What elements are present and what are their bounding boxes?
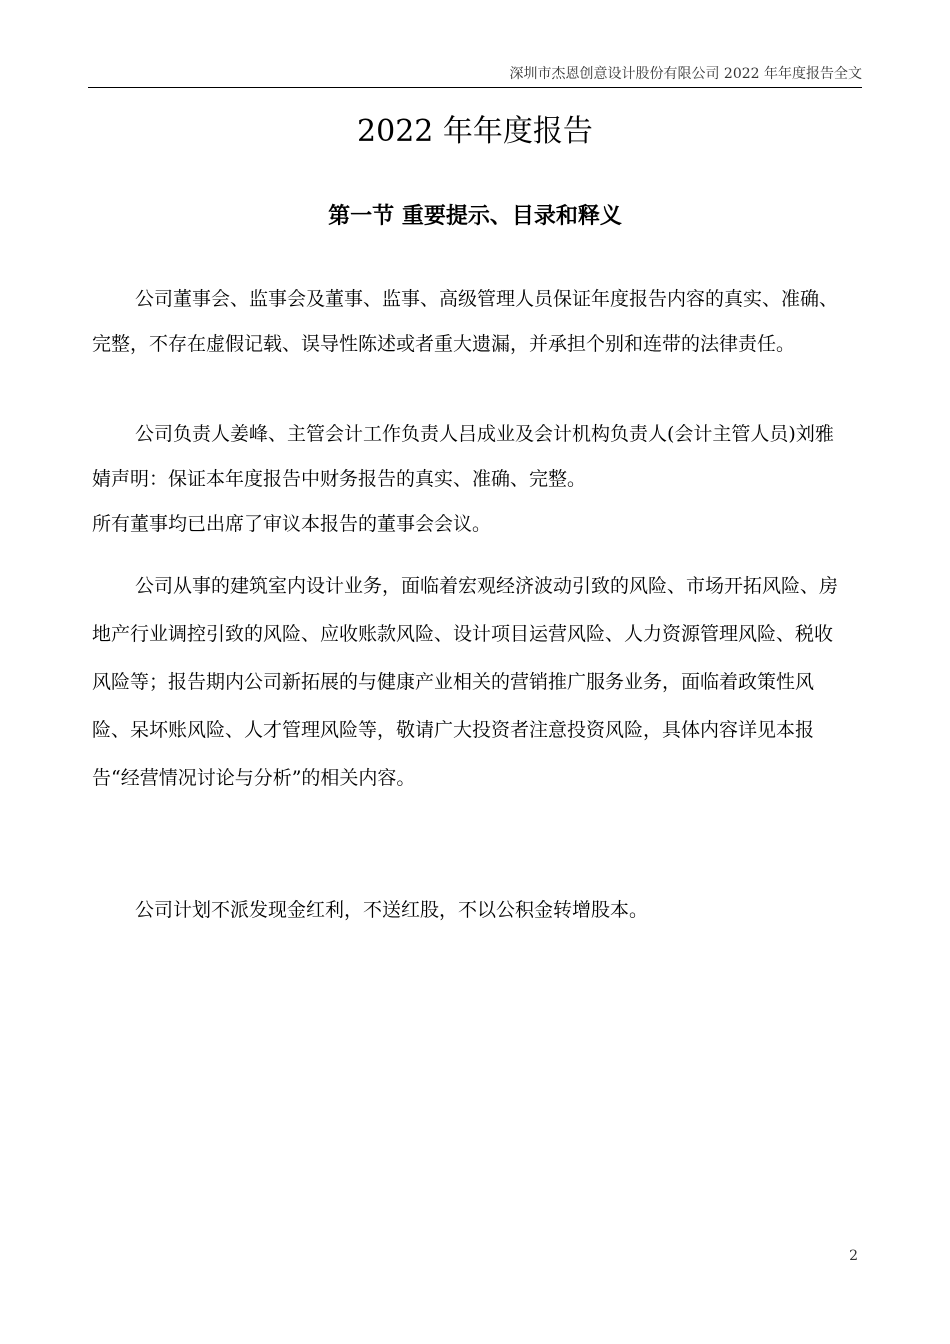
paragraph-responsibility-statement: 公司董事会、监事会及董事、监事、高级管理人员保证年度报告内容的真实、准确、完整，不存在虚假记载、误导性陈述或者重大遗漏，并承担个别和连带的法律责任。 [92, 288, 839, 355]
paragraph-board-attendance: 所有董事均已出席了审议本报告的董事会会议。 [92, 513, 492, 535]
document-title: 2022 年年度报告 [357, 114, 593, 149]
paragraph-risk-notice: 公司从事的建筑室内设计业务，面临着宏观经济波动引致的风险、市场开拓风险、房地产行业调控引致的风险、应收账款风险、设计项目运营风险、人力资源管理风险、税收风险等；报告期内公司新拓展的与健康产业相关的营销推广服务业务，面临着政策性风险、呆坏账风险、人才管理风险等，敬请广大投资者注意投资风险，具体内容详见本报告“经营情况讨论与分析”的相关内容。 [92, 575, 839, 789]
page-number: 2 [849, 1248, 858, 1264]
paragraph-dividend-plan: 公司计划不派发现金红利，不送红股，不以公积金转增股本。 [135, 899, 649, 921]
page-header: 深圳市杰恩创意设计股份有限公司 2022 年年度报告全文 [509, 66, 862, 82]
header-divider [88, 87, 862, 88]
paragraph-financial-declaration: 公司负责人姜峰、主管会计工作负责人吕成业及会计机构负责人(会计主管人员)刘雅婧声明：保证本年度报告中财务报告的真实、准确、完整。 [92, 423, 834, 490]
section-title: 第一节 重要提示、目录和释义 [328, 203, 622, 229]
